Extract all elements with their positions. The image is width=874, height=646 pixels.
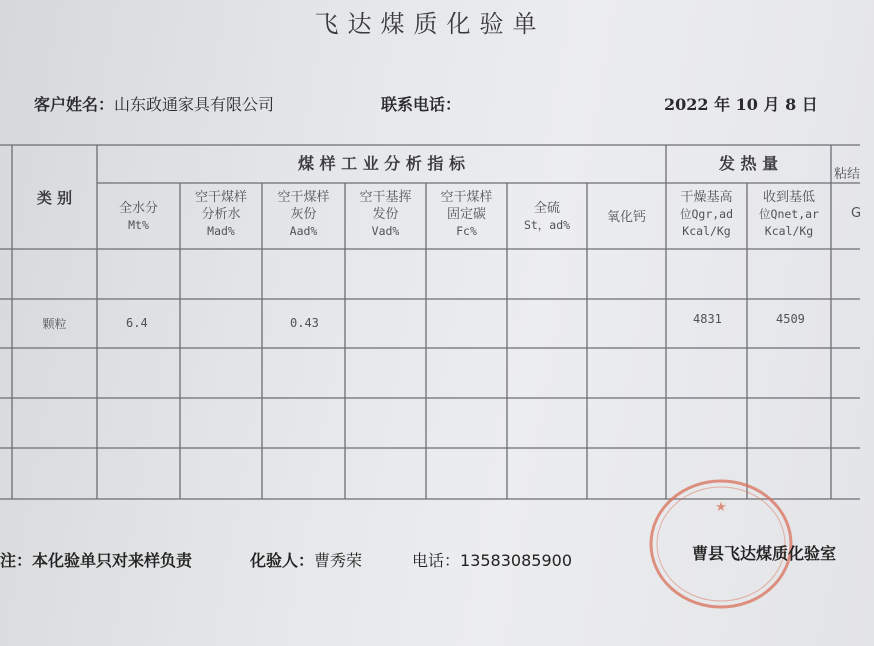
value-ash-aad: 0.43 — [290, 316, 319, 330]
customer-field — [34, 92, 274, 115]
column-header-fixed-carbon: 空干煤样 固定碳 Fc% — [440, 190, 493, 238]
value-gross-calorific: 4831 — [693, 312, 722, 326]
customer-label: 客户姓名： — [34, 95, 115, 114]
column-header-ash-aad: 空干煤样 灰份 Aad% — [277, 190, 330, 238]
category-header: 类 别 — [36, 189, 73, 207]
tester-field — [250, 548, 362, 571]
column-header-net-calorific: 收到基低 位Qnet,ar Kcal/Kg — [759, 190, 819, 238]
phone-field-label: 电话： — [412, 551, 461, 570]
industrial-analysis-group-header: 煤 样 工 业 分 析 指 标 — [298, 154, 465, 173]
report-date: 2022 年 10 月 8 日 — [664, 95, 818, 114]
column-header-calcium-oxide: 氧化钙 — [606, 210, 646, 225]
phone-label: 联系电话： — [381, 95, 462, 114]
value-total-moisture: 6.4 — [126, 316, 148, 330]
customer-value: 山东政通家具有限公司 — [114, 95, 275, 114]
svg-text:★: ★ — [715, 500, 727, 515]
tester-label: 化验人： — [250, 551, 315, 570]
row-category: 颗粒 — [42, 317, 67, 331]
column-header-total-sulfur: 全硫 St，ad% — [523, 201, 571, 232]
phone-number: 13583085900 — [460, 551, 572, 570]
disclaimer-note: 注：本化验单只对来样负责 — [0, 551, 193, 570]
column-header-volatile-vad: 空干基挥 发份 Vad% — [359, 190, 412, 238]
tester-name: 曹秀荣 — [314, 551, 363, 570]
heat-value-group-header: 发 热 量 — [718, 154, 779, 173]
partial-column-sub: G — [851, 206, 862, 221]
partial-column-header: 粘结 — [834, 167, 861, 182]
column-header-total-moisture: 全水分 Mt% — [118, 201, 158, 232]
document-title: 飞达煤质化验单 — [314, 10, 546, 38]
column-header-gross-calorific: 干燥基高 位Qgr,ad Kcal/Kg — [679, 190, 734, 238]
laboratory-name: 曹县飞达煤质化验室 — [692, 544, 837, 563]
value-net-calorific: 4509 — [776, 312, 805, 326]
phone-field — [412, 548, 572, 571]
column-header-moisture-mad: 空干煤样 分析水 Mad% — [194, 190, 247, 238]
